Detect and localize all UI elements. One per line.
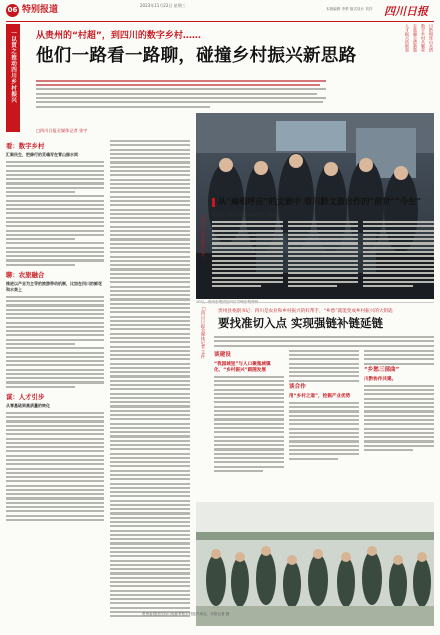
lead-paragraph xyxy=(36,80,326,112)
section2-headline: 从“遍相呼应”的文旅中 看川黔文旅合作的“前世”“今生” xyxy=(218,196,422,206)
subhead-construction-desc: “我国城里”与人口聚集城镇化、“乡村振兴”跟随发展 xyxy=(214,361,271,373)
subhead-digital-village-desc: 汇聚民生，把修行的灵魂写在青山绿水间 xyxy=(6,152,78,157)
section2-body xyxy=(212,212,434,298)
section-divider xyxy=(196,302,434,303)
page-header xyxy=(0,0,440,22)
subhead-talent-desc: 从零基础到高质量的转化 xyxy=(6,402,50,408)
subhead-digital-village: 看：数字乡村 xyxy=(6,142,45,150)
section3-vertical-label: □四川日报全媒体记者 文件 xyxy=(201,306,206,359)
article-left-column xyxy=(6,140,104,630)
vertical-banner-text: 一以贯之推动四川乡村振兴 xyxy=(10,30,16,104)
section3-kicker: 贵州县委副书记：四川是农业和乡村振兴的好帮手，“乡愁”就能变成乡村振兴的大钥匙 xyxy=(218,309,393,314)
subhead-cooperation-desc: 用“乡村之道”，挖掘产业优势 xyxy=(289,393,351,399)
masthead-logo: 四川日报 xyxy=(384,5,428,18)
news-photo-tour xyxy=(196,502,434,626)
byline: □四川日报全媒体记者 张宇 xyxy=(36,128,88,133)
page-number: 06 xyxy=(6,4,19,17)
subhead-talent: 谋：人才引步 xyxy=(6,392,45,401)
section2-vertical-label: □四川日报全媒体记者 xyxy=(201,214,206,257)
section-title: 特别报道 xyxy=(22,5,59,15)
subhead-quote-desc: 川黔协作共建。 xyxy=(364,376,397,382)
editor-credit: 本版编辑 李梦 版式设计 刘洋 xyxy=(326,7,373,11)
vertical-poem: 川黔相连山水情 数字乡村共繁荣 农旅融合谱新篇 人才振兴结硕果 xyxy=(405,24,434,52)
section3-body xyxy=(214,336,434,500)
section3-headline: 要找准切入点 实现强链补链延链 xyxy=(218,316,384,330)
article-middle-column xyxy=(110,140,190,610)
section2-dateline: 本报讯（四川日报全媒体记者 王振瑜） xyxy=(212,212,282,217)
headline-marker xyxy=(212,198,215,207)
vertical-banner xyxy=(6,24,20,132)
headline-kicker: 从贵州的“村超”，到四川的数字乡村…… xyxy=(36,31,201,41)
subhead-quote: “乡愁三部曲” xyxy=(364,366,400,373)
subhead-agri-tourism: 聊：农旅融合 xyxy=(6,270,45,279)
subhead-cooperation: 谈合作 xyxy=(289,383,306,390)
issue-date: 2023年11月22日 星期三 xyxy=(140,3,186,8)
subhead-construction: 谈建设 xyxy=(214,351,231,358)
photo-caption: 贵州参观团在四川成都考察乡村振兴项目。本报记者 摄 xyxy=(142,612,230,616)
main-headline: 他们一路看一路聊，碰撞乡村振兴新思路 xyxy=(36,46,357,66)
header-rule xyxy=(6,21,434,22)
subhead-agri-tourism-desc: 推进以产业为主导的旅游带动机制，比如在四川的鲜花和水果上 xyxy=(6,280,102,292)
